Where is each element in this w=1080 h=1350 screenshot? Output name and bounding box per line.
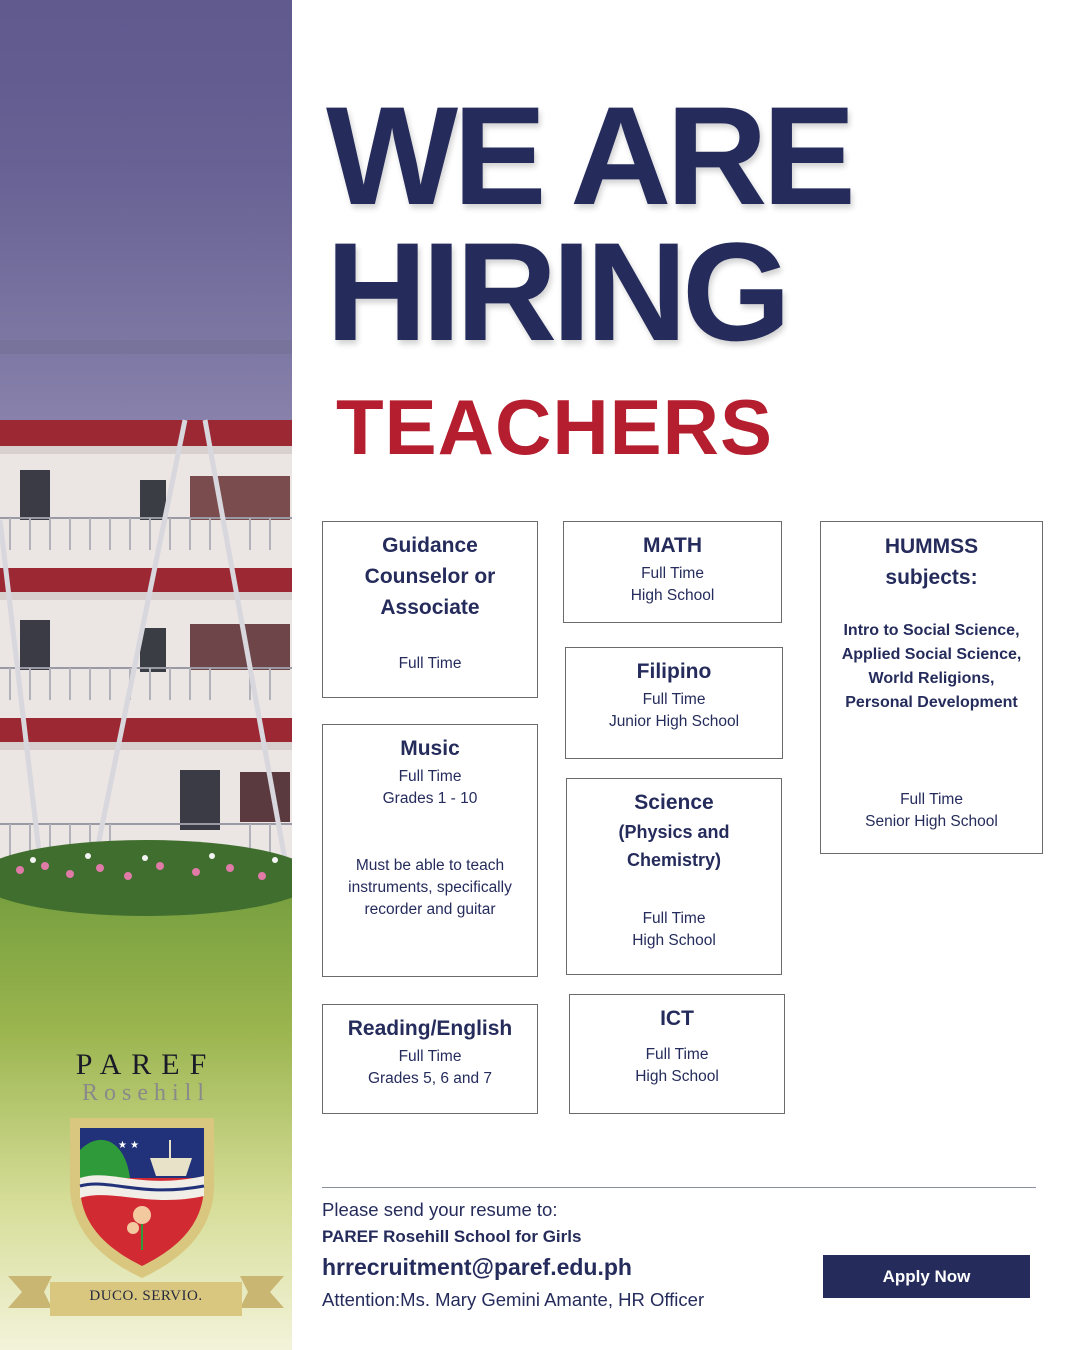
job-title: HUMMSS subjects: bbox=[884, 535, 979, 589]
job-title: Guidance Counselor or Associate bbox=[364, 534, 496, 619]
job-type: Full Time bbox=[642, 691, 706, 708]
job-card-hummss[interactable] bbox=[820, 521, 1043, 854]
headline-teachers: TEACHERS bbox=[336, 383, 774, 471]
job-level: Senior High School bbox=[865, 813, 998, 830]
job-card-music[interactable] bbox=[322, 724, 538, 977]
logo-paref-wordmark: PAREF bbox=[75, 1048, 217, 1081]
subject-item: Intro to Social Science, bbox=[843, 622, 1020, 639]
job-title: MATH bbox=[642, 534, 703, 557]
headline-hiring: HIRING bbox=[326, 213, 786, 370]
subject-item: Applied Social Science, bbox=[841, 646, 1022, 663]
subject-list bbox=[821, 619, 1042, 715]
footer-divider bbox=[322, 1187, 1036, 1188]
job-level: High School bbox=[635, 1068, 719, 1085]
subject-item: World Religions, bbox=[868, 670, 995, 687]
send-resume-text: Please send your resume to: bbox=[322, 1199, 558, 1220]
job-title: Filipino bbox=[636, 660, 712, 683]
attention-text: Attention:Ms. Mary Gemini Amante, HR Officer bbox=[322, 1289, 705, 1310]
apply-now-button[interactable]: Apply Now bbox=[823, 1255, 1030, 1298]
job-card-guidance[interactable] bbox=[322, 521, 538, 698]
subject-item: Personal Development bbox=[845, 694, 1018, 711]
job-title: Music bbox=[400, 737, 460, 760]
job-level: Junior High School bbox=[608, 713, 740, 730]
job-card-math[interactable] bbox=[563, 521, 782, 623]
contact-email-link[interactable]: hrrecruitment@paref.edu.ph bbox=[322, 1254, 632, 1280]
svg-text:★ ★: ★ ★ bbox=[118, 1140, 140, 1151]
job-title: Reading/English bbox=[347, 1017, 513, 1040]
job-type: Full Time bbox=[398, 655, 462, 672]
job-type: Full Time bbox=[398, 1048, 462, 1065]
job-type: Full Time bbox=[900, 791, 963, 808]
logo-rosehill-wordmark: Rosehill bbox=[81, 1080, 210, 1106]
job-type: Full Time bbox=[641, 565, 704, 582]
school-name: PAREF Rosehill School for Girls bbox=[322, 1227, 582, 1246]
job-card-reading-english[interactable] bbox=[322, 1004, 538, 1114]
job-subtitle: (Physics and Chemistry) bbox=[618, 822, 730, 870]
job-type: Full Time bbox=[642, 910, 706, 927]
job-title: ICT bbox=[660, 1007, 694, 1030]
job-card-ict[interactable] bbox=[569, 994, 785, 1114]
job-level: High School bbox=[630, 587, 715, 604]
campus-photo bbox=[0, 0, 292, 1350]
job-card-science[interactable] bbox=[566, 778, 782, 975]
job-type: Full Time bbox=[398, 768, 462, 785]
headline-we-are: WE ARE bbox=[326, 77, 851, 234]
campus-photo-illustration bbox=[0, 0, 292, 1350]
job-card-filipino[interactable] bbox=[565, 647, 783, 759]
job-title: Science bbox=[634, 791, 714, 814]
job-level: Grades 1 - 10 bbox=[382, 790, 478, 807]
job-type: Full Time bbox=[645, 1046, 709, 1063]
school-motto: DUCO. SERVIO. bbox=[89, 1288, 203, 1304]
job-level: High School bbox=[632, 932, 716, 949]
job-level: Grades 5, 6 and 7 bbox=[367, 1070, 493, 1087]
job-note: Must be able to teach instruments, specifically recorder and guitar bbox=[348, 857, 512, 918]
